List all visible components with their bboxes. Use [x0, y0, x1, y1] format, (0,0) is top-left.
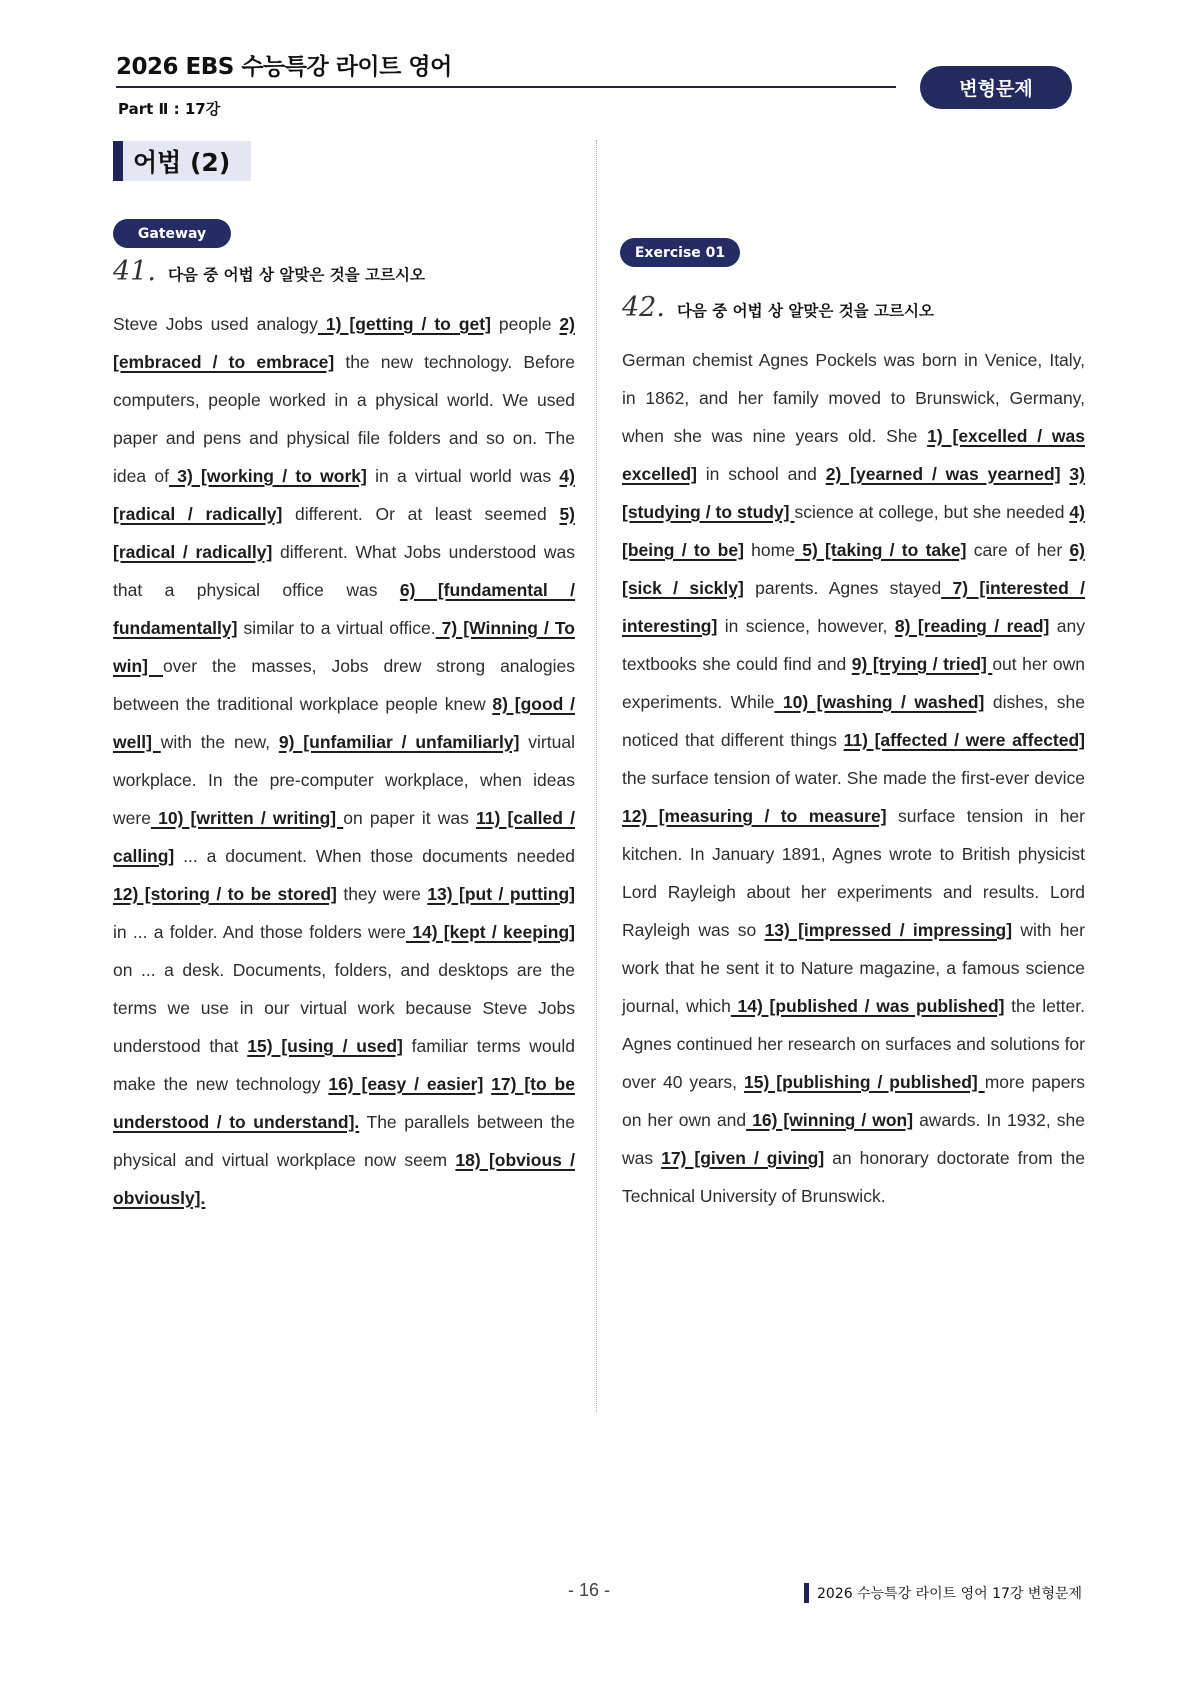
q42-choice: 7) [interested / interesting]: [622, 578, 1085, 636]
q42-choice: 8) [reading / read]: [894, 616, 1050, 636]
page-number: - 16 -: [568, 1580, 611, 1600]
q42-text: the letter. Agnes continued her research on surfaces and solutions for over 40 years,: [622, 996, 1086, 1092]
q42-choice: 13) [impressed / impressing]: [764, 920, 1013, 940]
gateway-pill: Gateway: [113, 219, 231, 248]
q41-text: Steve Jobs used analogy: [113, 314, 318, 334]
question-41-instruction: 다음 중 어법 상 알맞은 것을 고르시오: [167, 266, 425, 284]
q41-text: they were: [336, 884, 428, 904]
q41-choice: 8) [good / well]: [113, 694, 576, 752]
question-41-passage: [113, 305, 575, 1217]
column-divider: [596, 140, 597, 1412]
question-41-header: [113, 256, 425, 287]
q42-text: parents. Agnes stayed: [743, 578, 942, 598]
q42-choice: 9) [trying / tried]: [851, 654, 993, 674]
q41-choice: 12) [storing / to be stored]: [113, 884, 337, 904]
q42-text: care of her: [966, 540, 1070, 560]
q42-text: more papers on her own and: [622, 1072, 1086, 1130]
q41-choice: 9) [unfamiliar / unfamiliarly]: [278, 732, 520, 752]
document-title: 2026 EBS 수능특강 라이트 영어: [116, 54, 452, 80]
q41-text: the new technology. Before computers, people worked in a physical world. We used paper and pens and physical file folders and so on. The idea of: [113, 352, 575, 486]
q42-choice: 10) [washing / washed]: [774, 692, 985, 712]
q41-choice: 1) [getting / to get]: [317, 314, 491, 334]
q42-choice: 14) [published / was published]: [730, 996, 1005, 1016]
section-title: [113, 141, 251, 181]
q42-choice: 16) [winning / won]: [746, 1110, 914, 1130]
q42-text: surface tension in her kitchen. In January 1891, Agnes wrote to British physicist Lord Rayleigh about her experiments and results. Lord Rayleigh was so: [622, 806, 1085, 940]
q41-text: similar to a virtual office.: [237, 618, 436, 638]
q41-choice: 15) [using / used]: [247, 1036, 403, 1056]
q41-choice: 17) [to be understood / to understand].: [113, 1074, 575, 1132]
q41-choice: 14) [kept / keeping]: [405, 922, 575, 942]
q41-text: over the masses, Jobs drew strong analogies between the traditional workplace people knew: [113, 656, 575, 714]
q41-text: The parallels between the physical and virtual workplace now seem: [113, 1112, 575, 1170]
q41-choice: 2) [embraced / to embrace]: [113, 314, 575, 372]
q42-choice: 17) [given / giving]: [661, 1148, 825, 1168]
variant-badge: 변형문제: [920, 66, 1072, 109]
q41-text: on paper it was: [343, 808, 477, 828]
q41-text: different. What Jobs understood was that a physical office was: [113, 542, 576, 600]
q41-text: virtual workplace. In the pre-computer workplace, when ideas were: [113, 732, 575, 828]
q41-choice: 7) [Winning / To win]: [113, 618, 575, 676]
q42-text: German chemist Agnes Pockels was born in Venice, Italy, in 1862, and her family moved to Brunswick, Germany, when she was nine years old. She: [622, 350, 1085, 446]
q42-choice: 4) [being / to be]: [622, 502, 1085, 560]
q41-text: [483, 1074, 491, 1094]
q41-text: in a virtual world was: [366, 466, 560, 486]
q42-choice: 11) [affected / were affected]: [843, 730, 1086, 750]
footer: [804, 1583, 1082, 1603]
q42-choice: 15) [publishing / published]: [744, 1072, 985, 1092]
q42-text: the surface tension of water. She made the first-ever device: [622, 768, 1085, 788]
q41-choice: 18) [obvious / obviously].: [113, 1150, 575, 1208]
q41-choice: 4) [radical / radically]: [113, 466, 575, 524]
part-label: Part Ⅱ : 17강: [118, 100, 221, 118]
q41-choice: 11) [called / calling]: [113, 808, 575, 866]
q41-choice: 3) [working / to work]: [168, 466, 367, 486]
q41-text: with the new,: [160, 732, 279, 752]
q41-text: different. Or at least seemed: [282, 504, 560, 524]
q42-choice: 5) [taking / to take]: [794, 540, 967, 560]
q41-choice: 10) [written / writing]: [150, 808, 344, 828]
footer-text: 2026 수능특강 라이트 영어 17강 변형문제: [817, 1586, 1083, 1602]
question-42-instruction: 다음 중 어법 상 알맞은 것을 고르시오: [676, 302, 934, 320]
q42-text: science at college, but she needed: [794, 502, 1070, 522]
question-42-header: [622, 292, 934, 323]
q41-text: on ... a desk. Documents, folders, and desktops are the terms we use in our virtual work because Steve Jobs understood that: [113, 960, 575, 1056]
q42-choice: 1) [excelled / was excelled]: [622, 426, 1085, 484]
q42-text: in school and: [696, 464, 826, 484]
q42-choice: 12) [measuring / to measure]: [622, 806, 887, 826]
q41-choice: 5) [radical / radically]: [113, 504, 575, 562]
section-title-text: 어법 (2): [133, 148, 231, 177]
question-41-number: 41.: [113, 256, 156, 287]
q42-text: awards. In 1932, she was: [622, 1110, 1085, 1168]
q42-text: in science, however,: [717, 616, 895, 636]
question-42-number: 42.: [622, 292, 665, 323]
q42-choice: 6) [sick / sickly]: [622, 540, 1086, 598]
section-title-bar: [113, 141, 123, 181]
exercise-pill: Exercise 01: [620, 238, 740, 267]
q41-choice: 6) [fundamental / fundamentally]: [113, 580, 575, 638]
question-42-passage: [622, 341, 1085, 1215]
header-rule: [116, 86, 896, 88]
q41-text: in ... a folder. And those folders were: [113, 922, 406, 942]
q42-text: out her own experiments. While: [622, 654, 1086, 712]
q41-text: ... a document. When those documents needed: [174, 846, 575, 866]
q42-text: any textbooks she could find and: [622, 616, 1085, 674]
q41-text: people: [490, 314, 560, 334]
q42-text: dishes, she noticed that different things: [622, 692, 1085, 750]
q42-text: home: [743, 540, 795, 560]
q41-text: familiar terms would make the new technology: [113, 1036, 576, 1094]
q41-choice: 13) [put / putting]: [427, 884, 575, 904]
footer-bar: [804, 1583, 809, 1603]
q42-text: with her work that he sent it to Nature magazine, a famous science journal, which: [622, 920, 1085, 1016]
q41-choice: 16) [easy / easier]: [328, 1074, 484, 1094]
q42-text: an honorary doctorate from the Technical University of Brunswick.: [622, 1148, 1085, 1206]
q42-choice: 3) [studying / to study]: [622, 464, 1085, 522]
q42-choice: 2) [yearned / was yearned]: [825, 464, 1061, 484]
